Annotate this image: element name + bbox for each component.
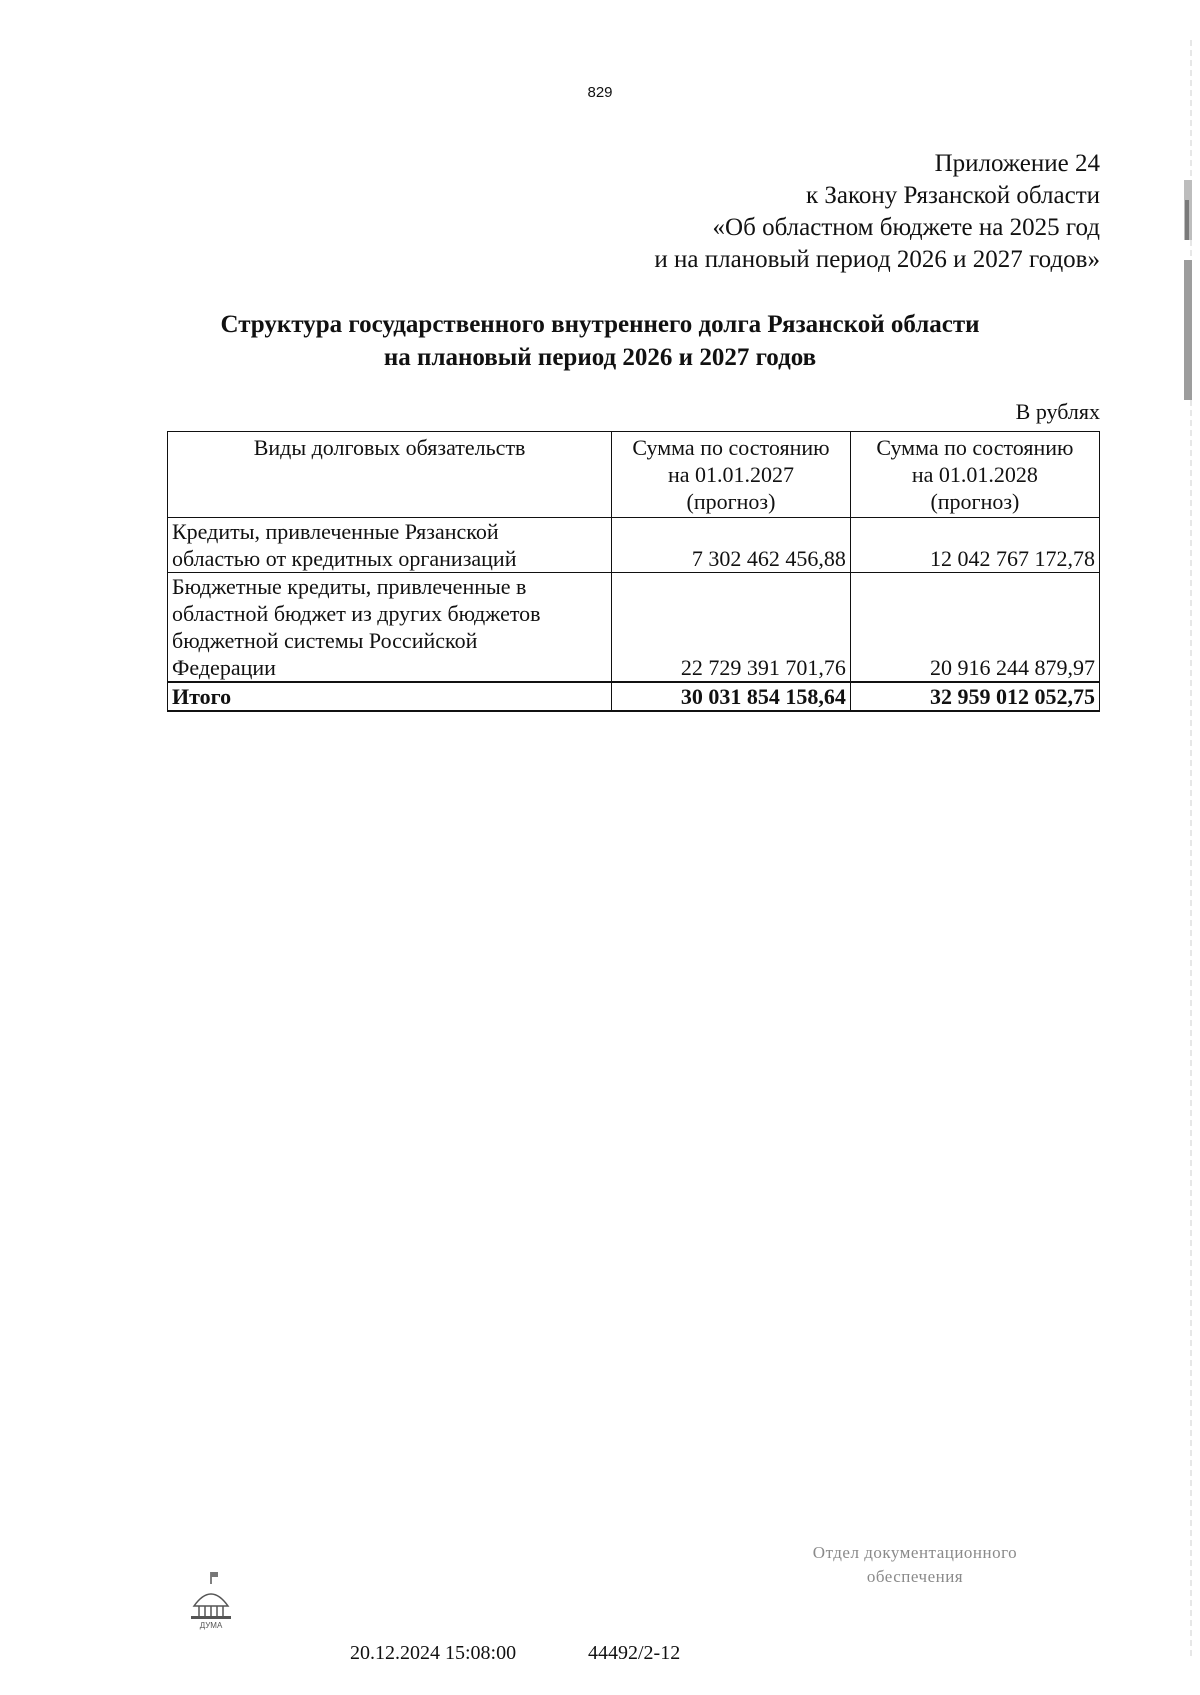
header-debt-types: Виды долговых обязательств: [168, 432, 612, 518]
table-row: [168, 573, 1100, 683]
header-2027-line-2: на 01.01.2027: [667, 462, 795, 487]
row-label-line: областью от кредитных организаций: [172, 546, 517, 571]
header-2027-line-3: (прогноз): [686, 489, 776, 514]
row-value-2028: 12 042 767 172,78: [850, 518, 1099, 573]
appendix-line-1: Приложение 24: [934, 150, 1100, 177]
row-label-line: Кредиты, привлеченные Рязанской: [172, 519, 499, 544]
scan-edge-artifact: [1182, 40, 1196, 1660]
row-label-line: областной бюджет из других бюджетов: [172, 601, 541, 626]
row-value-2027: 7 302 462 456,88: [612, 518, 851, 573]
row-label-line: бюджетной системы Российской: [172, 628, 478, 653]
header-2028-line-3: (прогноз): [930, 489, 1020, 514]
department-stamp: [770, 1541, 1060, 1589]
logo-text: ДУМА: [199, 1621, 223, 1630]
appendix-line-3: «Об областном бюджете на 2025 год: [712, 214, 1100, 241]
footer-datetime: 20.12.2024 15:08:00: [350, 1642, 517, 1664]
header-2028-line-2: на 01.01.2028: [911, 462, 1038, 487]
total-row: [168, 682, 1100, 711]
row-label: [168, 518, 612, 573]
total-label: Итого: [168, 682, 612, 711]
stamp-line-1: Отдел документационного: [812, 1543, 1018, 1562]
page-number: 829: [587, 84, 613, 101]
header-2028-line-1: Сумма по состоянию: [876, 435, 1074, 460]
units-label: В рублях: [1015, 399, 1100, 424]
appendix-header: [654, 148, 1100, 276]
total-value-2028: 32 959 012 052,75: [850, 682, 1099, 711]
header-2027-line-1: Сумма по состоянию: [632, 435, 830, 460]
duma-logo-icon: [188, 1570, 234, 1632]
row-label-line: Федерации: [172, 655, 276, 680]
header-2027: [612, 432, 851, 518]
footer-doc-number: 44492/2-12: [588, 1642, 681, 1664]
stamp-line-2: обеспечения: [866, 1567, 964, 1586]
row-label: [168, 573, 612, 683]
document-title: [0, 308, 1200, 374]
debt-structure-table: [167, 431, 1100, 712]
row-label-line: Бюджетные кредиты, привлеченные в: [172, 574, 527, 599]
header-2028: [850, 432, 1099, 518]
row-value-2027: 22 729 391 701,76: [612, 573, 851, 683]
appendix-line-2: к Закону Рязанской области: [806, 182, 1100, 209]
title-line-2: на плановый период 2026 и 2027 годов: [383, 344, 817, 371]
appendix-line-4: и на плановый период 2026 и 2027 годов»: [654, 246, 1100, 273]
title-line-1: Структура государственного внутреннего долга Рязанской области: [220, 311, 980, 338]
total-value-2027: 30 031 854 158,64: [612, 682, 851, 711]
row-value-2028: 20 916 244 879,97: [850, 573, 1099, 683]
table-header-row: [168, 432, 1100, 518]
table-row: [168, 518, 1100, 573]
